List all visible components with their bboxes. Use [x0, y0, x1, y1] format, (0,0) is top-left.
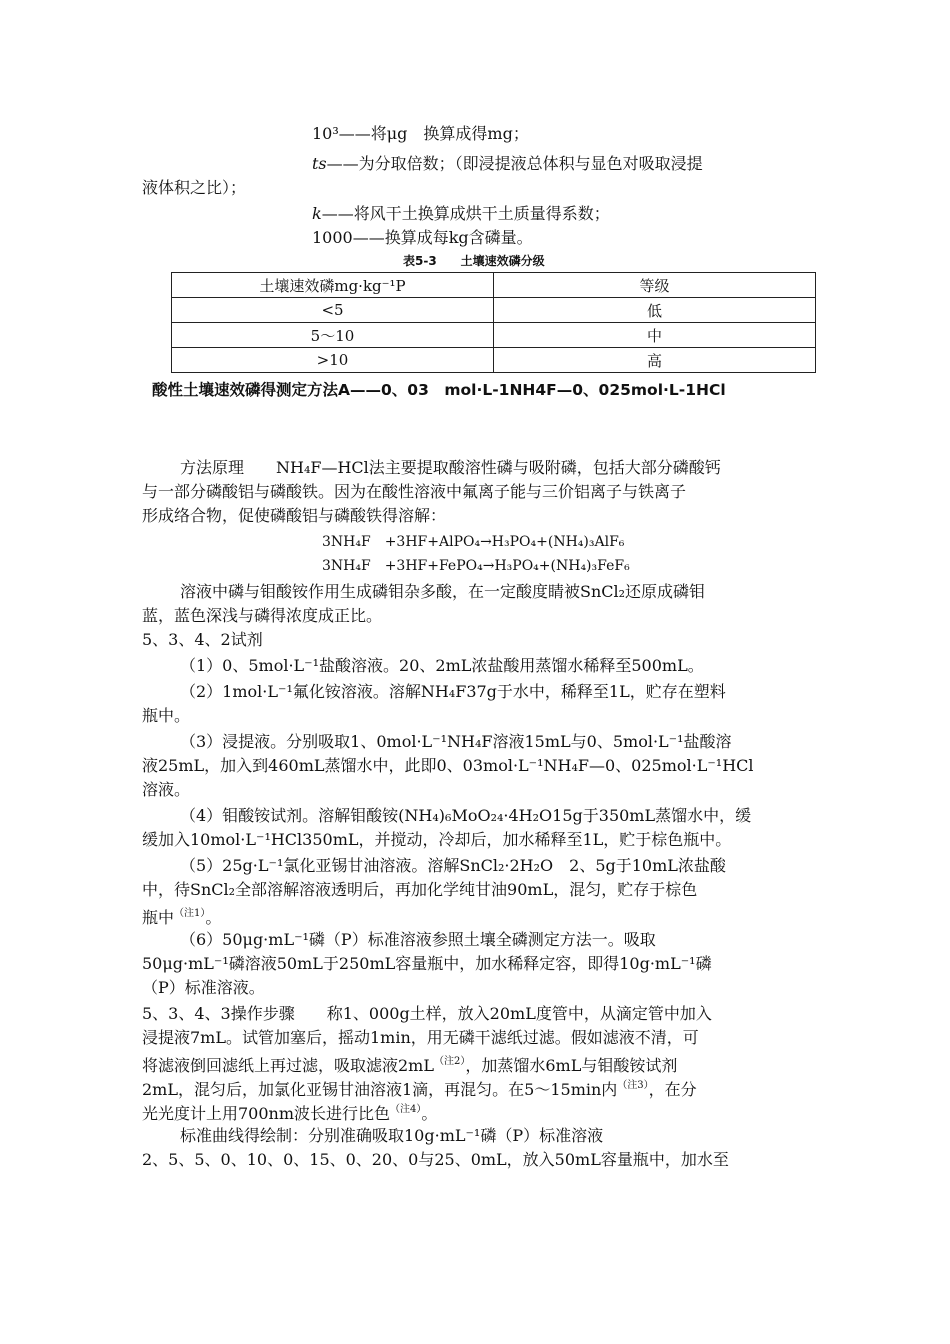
paragraph-line: 5、3、4、3操作步骤 称1、000g土样，放入20mL度管中，从滴定管中加入 [142, 1004, 712, 1023]
table-caption: 表5-3 土壤速效磷分级 [403, 254, 545, 268]
table-header-row [172, 273, 816, 298]
table-header-cell: 等级 [494, 273, 816, 298]
footnote-ref: （注3） [617, 1080, 649, 1091]
equation: 3NH₄F +3HF+AlPO₄→H₃PO₄+(NH₄)₃AlF₆ [322, 534, 625, 550]
footnote-ref: （注1） [174, 908, 206, 919]
definition-line: 1000——换算成每kg含磷量。 [312, 228, 533, 247]
definition-line: 10³——将μg 换算成得mg； [312, 124, 529, 143]
paragraph-line: 缓加入10mol·L⁻¹HCl350mL，并搅动，冷却后，加水稀释至1L，贮于棕色瓶中。 [142, 830, 732, 849]
paragraph-line: 瓶中$^{(注1)}$。 [142, 908, 222, 927]
paragraph-line: 瓶中。 [142, 706, 191, 725]
paragraph-line: 方法原理 NH₄F—HCl法主要提取酸溶性磷与吸附磷，包括大部分磷酸钙 [180, 458, 721, 477]
table-cell: 高 [494, 348, 816, 373]
paragraph-line: （P）标准溶液。 [142, 978, 265, 997]
definition-line: k——将风干土换算成烘干土质量得系数； [312, 204, 610, 223]
table-cell: 低 [494, 298, 816, 323]
table-cell: <5 [172, 298, 494, 323]
paragraph-line: （4）钼酸铵试剂。溶解钼酸铵(NH₄)₆MoO₂₄·4H₂O15g于350mL蒸馏水中，缓 [180, 806, 752, 825]
table-row [172, 298, 816, 323]
paragraph-line: 溶液。 [142, 780, 191, 799]
paragraph-line: 标准曲线得绘制：分别准确吸取10g·mL⁻¹磷（P）标准溶液 [180, 1126, 604, 1145]
paragraph-line: 形成络合物，促使磷酸铝与磷酸铁得溶解： [142, 506, 447, 525]
paragraph-line: （5）25g·L⁻¹氯化亚锡甘油溶液。溶解SnCl₂·2H₂O 2、5g于10mL浓盐酸 [180, 856, 726, 875]
paragraph-line: 2、5、5、0、10、0、15、0、20、0与25、0mL，放入50mL容量瓶中，加水至 [142, 1150, 729, 1169]
footnote-ref: （注2） [433, 1056, 466, 1067]
table-cell: 5～10 [172, 323, 494, 348]
paragraph-line: 将滤液倒回滤纸上再过滤，吸取滤液2mL$^{(注2)}$，加蒸馏水6mL与钼酸铵试剂 [142, 1056, 678, 1075]
paragraph-line: 与一部分磷酸铝与磷酸铁。因为在酸性溶液中氟离子能与三价铝离子与铁离子 [142, 482, 687, 501]
table-row [172, 348, 816, 373]
paragraph-line: （6）50μg·mL⁻¹磷（P）标准溶液参照土壤全磷测定方法一。吸取 [180, 930, 656, 949]
paragraph-line: 2mL，混匀后，加氯化亚锡甘油溶液1滴，再混匀。在5～15min内$^{(注3)}$，在分 [142, 1080, 697, 1099]
table-header-cell: 土壤速效磷mg·kg⁻¹P [172, 273, 494, 298]
phosphorus-grade-table [171, 272, 816, 373]
paragraph-line: 浸提液7mL。试管加塞后，摇动1min，用无磷干滤纸过滤。假如滤液不清，可 [142, 1028, 699, 1047]
table-cell: >10 [172, 348, 494, 373]
variable-k: k [312, 204, 322, 223]
paragraph-line: 中，待SnCl₂全部溶解溶液透明后，再加化学纯甘油90mL，混匀，贮存于棕色 [142, 880, 698, 899]
table-row [172, 323, 816, 348]
paragraph-line: 50μg·mL⁻¹磷溶液50mL于250mL容量瓶中，加水稀释定容，即得10g·mL⁻¹磷 [142, 954, 712, 973]
definition-line: 液体积之比）； [142, 178, 247, 197]
variable-ts: ts [312, 154, 327, 173]
paragraph-line: （1）0、5mol·L⁻¹盐酸溶液。20、2mL浓盐酸用蒸馏水稀释至500mL。 [180, 656, 704, 675]
paragraph-line: 溶液中磷与钼酸铵作用生成磷钼杂多酸，在一定酸度睛被SnCl₂还原成磷钼 [180, 582, 706, 601]
table-cell: 中 [494, 323, 816, 348]
paragraph-line: （2）1mol·L⁻¹氟化铵溶液。溶解NH₄F37g于水中，稀释至1L，贮存在塑料 [180, 682, 726, 701]
subsection-heading: 5、3、4、2试剂 [142, 630, 263, 649]
paragraph-line: 液25mL，加入到460mL蒸馏水中，此即0、03mol·L⁻¹NH₄F—0、025mol·L⁻¹HCl [142, 756, 754, 775]
definition-line: ts——为分取倍数；（即浸提液总体积与显色对吸取浸提 [312, 154, 703, 173]
footnote-ref: （注4） [390, 1104, 422, 1115]
equation: 3NH₄F +3HF+FePO₄→H₃PO₄+(NH₄)₃FeF₆ [322, 558, 630, 574]
paragraph-line: 光光度计上用700nm波长进行比色$^{(注4)}$。 [142, 1104, 438, 1123]
paragraph-line: 蓝，蓝色深浅与磷得浓度成正比。 [142, 606, 383, 625]
section-title: 酸性土壤速效磷得测定方法A——0、03 mol·L-1NH4F—0、025mol·L-1HCl [152, 381, 726, 399]
paragraph-line: （3）浸提液。分别吸取1、0mol·L⁻¹NH₄F溶液15mL与0、5mol·L⁻¹盐酸溶 [180, 732, 732, 751]
